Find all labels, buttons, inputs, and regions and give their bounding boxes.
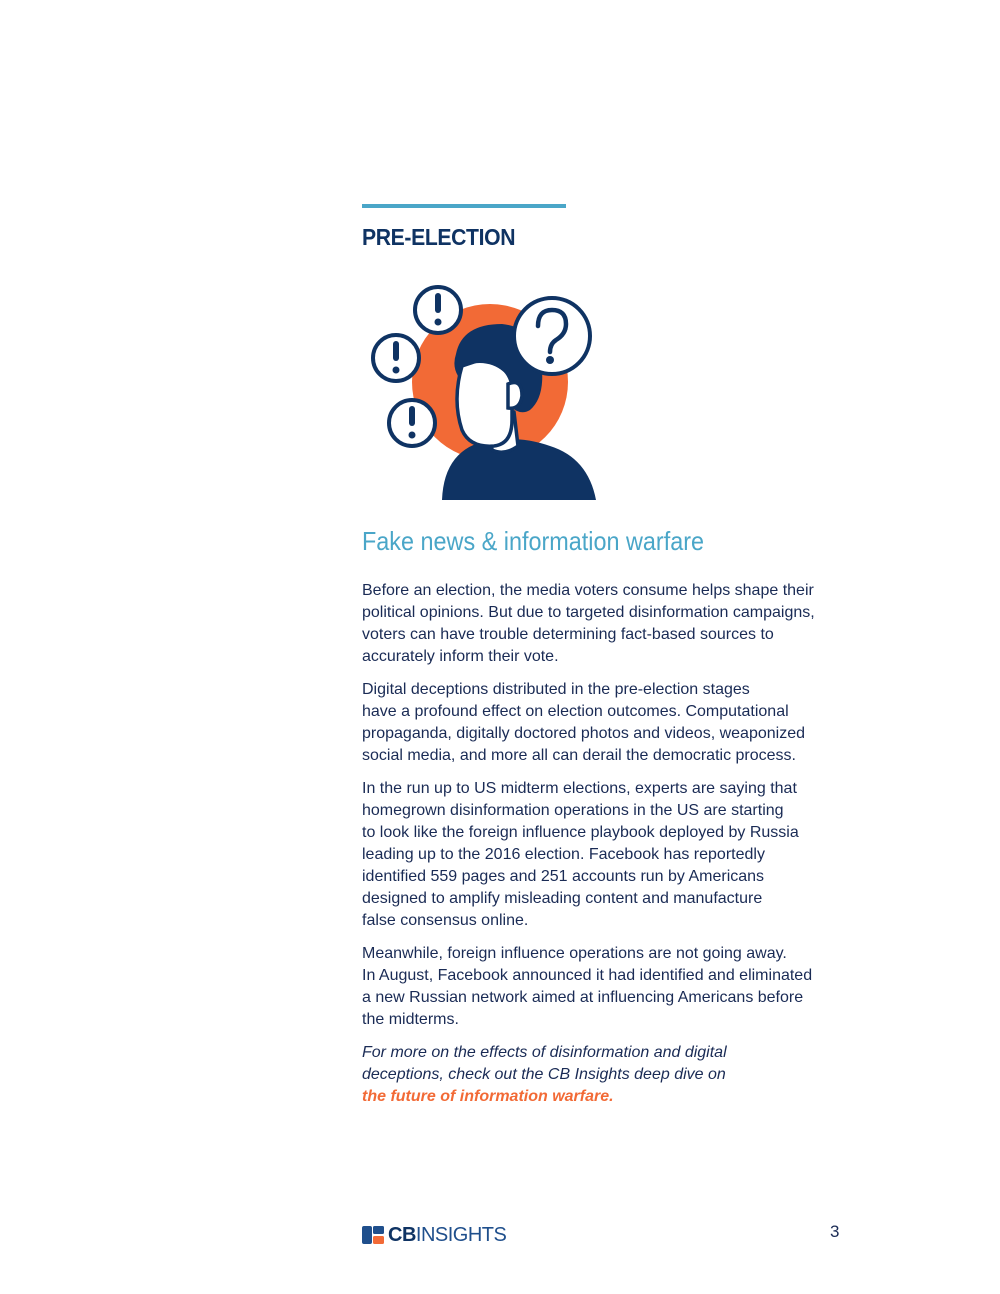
- paragraph-line: Digital deceptions distributed in the pre-election stages: [362, 681, 750, 698]
- paragraph-line: In the run up to US midterm elections, experts are saying that: [362, 780, 797, 797]
- paragraph-line: have a profound effect on election outcomes. Computational: [362, 703, 789, 720]
- callout-line: deceptions, check out the CB Insights deep dive on: [362, 1066, 726, 1083]
- section-title: PRE-ELECTION: [362, 224, 516, 250]
- logo-wordmark: [388, 1224, 506, 1247]
- confused-person-icon: [362, 280, 602, 506]
- paragraph-line: designed to amplify misleading content and manufacture: [362, 890, 763, 907]
- callout-paragraph: [362, 1042, 852, 1108]
- paragraph: [362, 679, 852, 767]
- article-subtitle: Fake news & information warfare: [362, 526, 705, 556]
- paragraph-line: leading up to the 2016 election. Facebook has reportedly: [362, 846, 765, 863]
- paragraph-line: to look like the foreign influence playbook deployed by Russia: [362, 824, 799, 841]
- paragraph: [362, 778, 852, 932]
- page-number: 3: [830, 1222, 840, 1241]
- paragraph-line: Meanwhile, foreign influence operations are not going away.: [362, 945, 787, 962]
- cb-insights-logo-icon: [362, 1226, 384, 1244]
- logo-wordmark-bold: CB: [388, 1223, 416, 1246]
- paragraph-line: the midterms.: [362, 1011, 459, 1028]
- paragraph-line: In August, Facebook announced it had identified and eliminated: [362, 967, 813, 984]
- paragraph: [362, 943, 852, 1031]
- paragraph-line: identified 559 pages and 251 accounts run by Americans: [362, 868, 765, 885]
- paragraph-line: political opinions. But due to targeted disinformation campaigns,: [362, 604, 815, 621]
- information-warfare-link[interactable]: the future of information warfare.: [362, 1088, 614, 1105]
- paragraph-line: accurately inform their vote.: [362, 648, 559, 665]
- section-rule: [362, 204, 566, 208]
- paragraph-line: voters can have trouble determining fact-based sources to: [362, 626, 774, 643]
- article-body: [362, 580, 852, 1119]
- paragraph-line: homegrown disinformation operations in the US are starting: [362, 802, 784, 819]
- paragraph-line: social media, and more all can derail the democratic process.: [362, 747, 796, 764]
- paragraph-line: false consensus online.: [362, 912, 529, 929]
- cb-insights-logo: [362, 1223, 506, 1247]
- logo-wordmark-light: INSIGHTS: [415, 1223, 507, 1246]
- paragraph-line: Before an election, the media voters consume helps shape their: [362, 582, 814, 599]
- paragraph: [362, 580, 852, 668]
- paragraph-line: propaganda, digitally doctored photos and videos, weaponized: [362, 725, 805, 742]
- paragraph-line: a new Russian network aimed at influencing Americans before: [362, 989, 804, 1006]
- callout-line: For more on the effects of disinformation and digital: [362, 1044, 727, 1061]
